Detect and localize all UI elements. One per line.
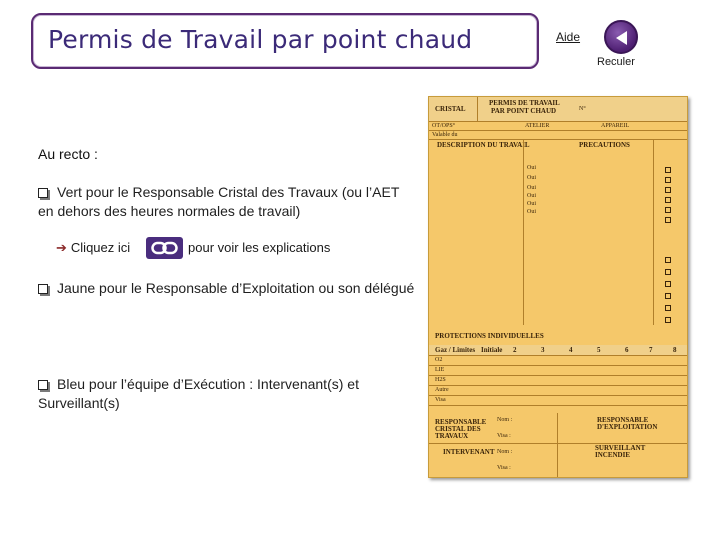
explain-prefix: Cliquez ici [70, 240, 131, 255]
form-table-header: 5 [597, 346, 601, 354]
form-oui: Oui [527, 193, 536, 199]
form-checkbox [665, 187, 671, 193]
form-appareil-label: APPAREIL [601, 123, 630, 129]
form-oui: Oui [527, 175, 536, 181]
form-logo: CRISTAL [435, 105, 466, 113]
form-title-2: PAR POINT CHAUD [491, 107, 557, 115]
permit-form-image [428, 96, 688, 478]
form-precautions-label: PRECAUTIONS [579, 141, 630, 149]
form-checkbox [665, 207, 671, 213]
form-table-header: 7 [649, 346, 653, 354]
form-checkbox [665, 197, 671, 203]
form-gas-label: Autre [435, 387, 449, 393]
form-number-label: N° [579, 106, 586, 112]
form-gas-label: LIE [435, 367, 445, 373]
form-checkbox [665, 317, 671, 323]
back-arrow-icon [613, 29, 631, 47]
form-signature-title: SURVEILLANT INCENDIE [595, 444, 646, 459]
form-gas-row [429, 395, 687, 406]
form-table-header: Gaz / Limites [435, 346, 476, 354]
form-oui: Oui [527, 185, 536, 191]
form-table-header: 4 [569, 346, 573, 354]
explain-suffix: pour voir les explications [188, 240, 331, 255]
bullet-text: Jaune pour le Responsable d’Exploitation ou son délégué [57, 280, 415, 296]
section-label: Au recto : [38, 146, 98, 162]
form-gas-label: O2 [435, 357, 443, 363]
form-checkbox [665, 269, 671, 275]
help-link[interactable]: Aide [556, 30, 581, 44]
bullet-green [38, 183, 418, 221]
divider [477, 97, 478, 121]
form-signature-title: RESPONSABLE D'EXPLOITATION [597, 416, 658, 431]
bullet-blue [38, 375, 418, 413]
form-table-header: 3 [541, 346, 545, 354]
form-title-1: PERMIS DE TRAVAIL [489, 99, 560, 107]
divider [523, 139, 524, 325]
form-table-header: 6 [625, 346, 629, 354]
form-oui: Oui [527, 209, 536, 215]
bullet-text: Vert pour le Responsable Cristal des Travaux (ou l’AET en dehors des heures normales de travail) [38, 184, 400, 219]
form-checkbox [665, 217, 671, 223]
form-desc-label: DESCRIPTION DU TRAVAIL [437, 141, 530, 149]
form-table-header: 8 [673, 346, 677, 354]
form-checkbox [665, 167, 671, 173]
divider [653, 139, 654, 325]
form-protections-label: PROTECTIONS INDIVIDUELLES [435, 332, 544, 340]
form-ot-label: OT/OPS° [432, 123, 456, 129]
page-title: Permis de Travail par point chaud [48, 25, 473, 54]
back-label[interactable]: Reculer [597, 56, 635, 68]
form-table-header: 2 [513, 346, 517, 354]
form-valid-row [429, 130, 687, 140]
form-oui: Oui [527, 165, 536, 171]
form-atelier-label: ATELIER [525, 123, 550, 129]
form-checkbox [665, 305, 671, 311]
bullet-text: Bleu pour l’équipe d’Exécution : Intervenant(s) et Surveillant(s) [38, 376, 359, 411]
explain-line [56, 240, 130, 256]
form-visa-label: Visa : [497, 465, 511, 471]
form-signature-title: RESPONSABLE CRISTAL DES TRAVAUX [435, 418, 487, 440]
back-button[interactable] [604, 20, 638, 54]
arrow-right-icon: ➔ [56, 240, 67, 255]
form-checkbox [665, 177, 671, 183]
form-gas-label: Visa [435, 397, 446, 403]
bullet-yellow [38, 279, 418, 298]
form-checkbox [665, 257, 671, 263]
form-nom-label: Nom : [497, 417, 513, 423]
form-table-header: Initiale [481, 346, 503, 354]
form-nom-label: Nom : [497, 449, 513, 455]
explanation-link-button[interactable] [146, 237, 183, 259]
checkbox-bullet-icon [38, 284, 48, 294]
form-oui: Oui [527, 201, 536, 207]
form-signature-title: INTERVENANT [443, 448, 495, 456]
form-checkbox [665, 293, 671, 299]
form-checkbox [665, 281, 671, 287]
checkbox-bullet-icon [38, 380, 48, 390]
chain-link-icon [151, 240, 178, 256]
checkbox-bullet-icon [38, 188, 48, 198]
form-valid-label: Valable du [432, 132, 458, 138]
form-visa-label: Visa : [497, 433, 511, 439]
form-gas-label: H2S [435, 377, 446, 383]
